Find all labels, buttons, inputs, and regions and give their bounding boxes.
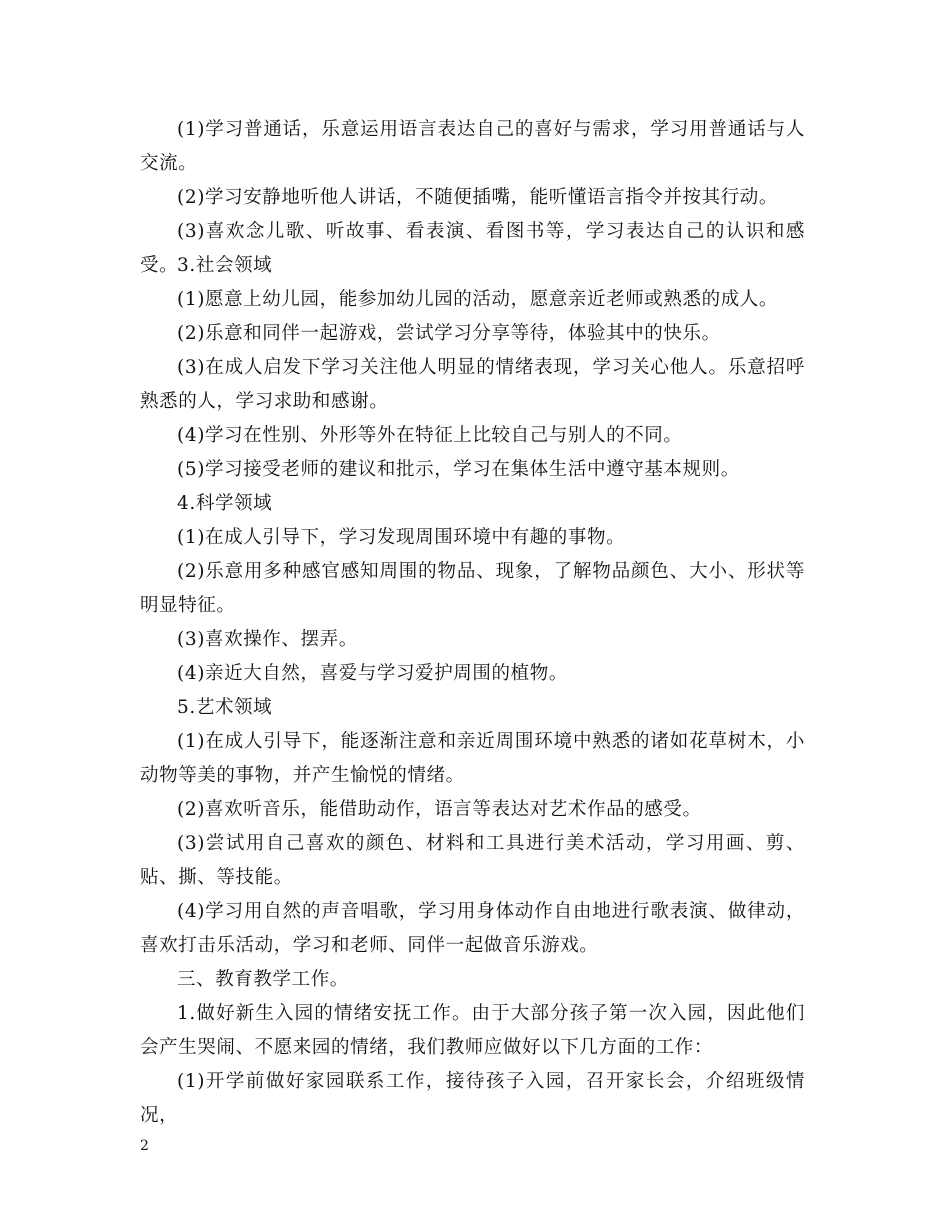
paragraph: (2)乐意和同伴一起游戏，尝试学习分享等待，体验其中的快乐。 [177, 323, 721, 344]
paragraph: (5)学习接受老师的建议和批示，学习在集体生活中遵守基本规则。 [177, 459, 740, 480]
section-heading: 5.艺术领域 [177, 697, 273, 718]
section-heading: 三、教育教学工作。 [177, 969, 349, 990]
paragraph: (1)在成人引导下，能逐渐注意和亲近周围环境中熟悉的诸如花草树木，小动物等美的事物，并产生愉悦的情绪。 [140, 731, 805, 786]
paragraph: 1.做好新生入园的情绪安抚工作。由于大部分孩子第一次入园，因此他们会产生哭闹、不愿来园的情绪，我们教师应做好以下几方面的工作： [140, 1003, 805, 1058]
paragraph: (3)喜欢操作、摆弄。 [177, 629, 358, 650]
paragraph: (1)愿意上幼儿园，能参加幼儿园的活动，愿意亲近老师或熟悉的成人。 [177, 289, 779, 310]
paragraph: (4)学习用自然的声音唱歌，学习用身体动作自由地进行歌表演、做律动，喜欢打击乐活动，学习和老师、同伴一起做音乐游戏。 [140, 901, 805, 956]
paragraph: (4)学习在性别、外形等外在特征上比较自己与别人的不同。 [177, 425, 683, 446]
paragraph: (2)喜欢听音乐，能借助动作，语言等表达对艺术作品的感受。 [177, 799, 702, 820]
page-number: 2 [140, 1138, 149, 1154]
paragraph: (2)学习安静地听他人讲话，不随便插嘴，能听懂语言指令并按其行动。 [177, 187, 779, 208]
paragraph: (1)在成人引导下，学习发现周围环境中有趣的事物。 [177, 527, 626, 548]
paragraph: (1)学习普通话，乐意运用语言表达自己的喜好与需求，学习用普通话与人交流。 [140, 119, 805, 174]
paragraph: (3)尝试用自己喜欢的颜色、材料和工具进行美术活动，学习用画、剪、贴、撕、等技能。 [140, 833, 805, 888]
paragraph: (3)喜欢念儿歌、听故事、看表演、看图书等，学习表达自己的认识和感受。 [140, 221, 805, 276]
paragraph: (4)亲近大自然，喜爱与学习爱护周围的植物。 [177, 663, 568, 684]
paragraph: (2)乐意用多种感官感知周围的物品、现象，了解物品颜色、大小、形状等明显特征。 [140, 561, 805, 616]
paragraph: (3)在成人启发下学习关注他人明显的情绪表现，学习关心他人。乐意招呼熟悉的人，学习求助和感谢。 [140, 357, 805, 412]
paragraph: (1)开学前做好家园联系工作，接待孩子入园，召开家长会，介绍班级情况， [140, 1071, 805, 1126]
section-heading: 4.科学领域 [177, 493, 273, 514]
section-heading: 3.社会领域 [177, 255, 273, 276]
